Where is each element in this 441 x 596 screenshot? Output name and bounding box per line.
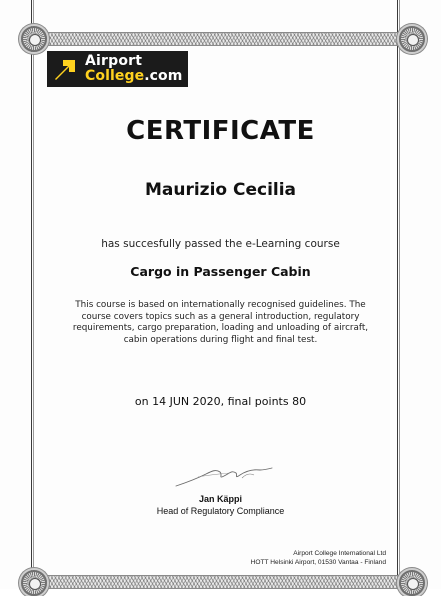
- logo-text-domain: .com: [144, 68, 183, 84]
- logo-text-college: [85, 68, 182, 84]
- signatory-name: Jan Käppi: [198, 494, 242, 504]
- airport-college-logo: [47, 51, 188, 87]
- issuer-name: Airport College International Ltd: [293, 550, 386, 557]
- logo-text-college-word: College: [85, 68, 145, 84]
- recipient-name: Maurizio Cecilia: [144, 180, 297, 200]
- corner-medallion-top-left: [21, 26, 47, 52]
- corner-medallion-top-right: [399, 26, 425, 52]
- certificate-title: CERTIFICATE: [126, 116, 315, 146]
- signatory-title: Head of Regulatory Compliance: [156, 506, 285, 516]
- guilloche-border-top: [40, 32, 400, 46]
- arrow-icon: [51, 55, 79, 83]
- issuer-address-block: [251, 550, 386, 567]
- course-description: This course is based on internationally recognised guidelines. The course covers topics such as a general introduction, regulatory requirements, cargo preparation, loading and unloading of aircraft, cabin operations during flight and final test.: [72, 300, 369, 345]
- issuer-address: HOTT Helsinki Airport, 01530 Vantaa - Finland: [250, 558, 386, 566]
- passed-statement: has succesfully passed the e-Learning course: [101, 238, 340, 250]
- guilloche-border-bottom: [40, 575, 400, 589]
- corner-medallion-bottom-left: [21, 570, 47, 596]
- corner-medallion-bottom-right: [399, 570, 425, 596]
- logo-text-airport: Airport: [85, 53, 143, 69]
- completion-date-and-points: on 14 JUN 2020, final points 80: [134, 395, 307, 408]
- signature-image: [168, 460, 278, 490]
- course-name: Cargo in Passenger Cabin: [130, 264, 311, 279]
